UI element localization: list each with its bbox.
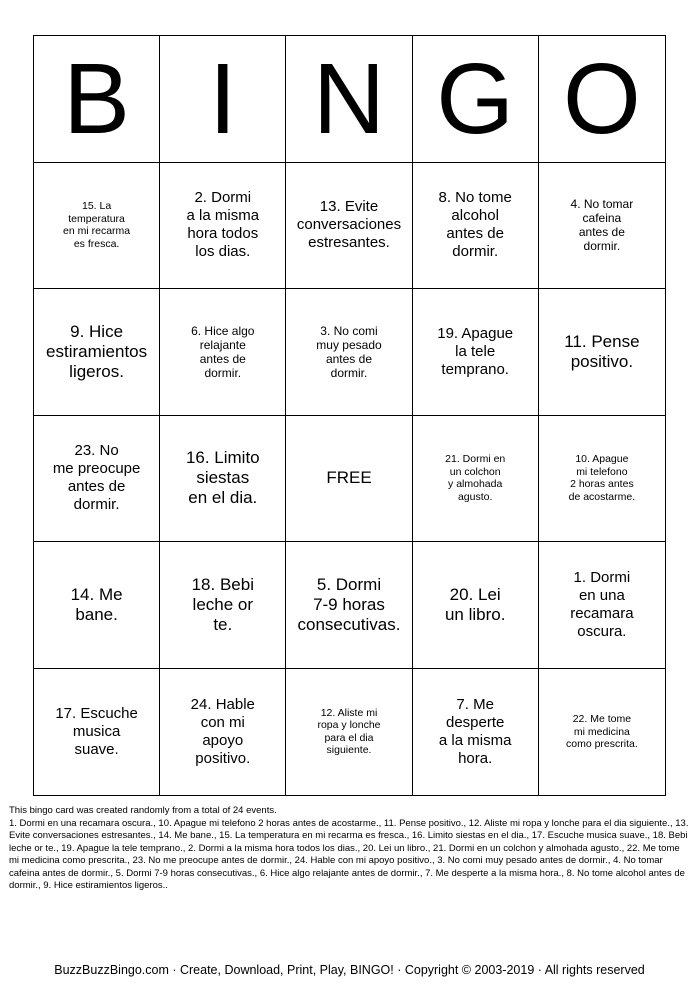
bingo-cell [34, 163, 160, 290]
bingo-cell-text: 3. No comi muy pesado antes de dormir. [316, 323, 382, 380]
bingo-cell-text: 13. Evite conversaciones estresantes. [296, 198, 402, 252]
bingo-cell [286, 669, 412, 796]
bingo-cell [34, 289, 160, 416]
bingo-cell [539, 669, 665, 796]
bingo-cell-text: 10. Apague mi telefono 2 horas antes de acostarme. [568, 453, 636, 503]
bingo-cell [413, 416, 539, 543]
bingo-cell [34, 669, 160, 796]
bingo-cell [160, 669, 286, 796]
bingo-cell-text: 11. Pense positivo. [564, 331, 640, 371]
bingo-cell [286, 542, 412, 669]
notes-event-list: 1. Dormi en una recamara oscura., 10. Apague mi telefono 2 horas antes de acostarme., 11. Pense positivo., 12. Aliste mi ropa y lonche para el dia siguiente., 13. Evite conversaciones estresantes., 14. Me bane., 15. La temperatura en mi recarma es fresca., 16. Limito siestas en el dia., 17. Escuche musica suave., 18. Bebi leche or te., 19. Apague la tele temprano., 2. Dormi a la misma hora todos los dias., 20. Lei un libro., 21. Dormi en un colchon y almohada agusto., 22. Me tome mi medicina como prescrita., 23. No me preocupe antes de dormir., 24. Hable con mi apoyo positivo., 3. No comi muy pesado antes de dormir., 4. No tomar cafeina antes de dormir., 5. Dormi 7-9 horas consecutivas., 6. Hice algo relajante antes de dormir., 7. Me desperte a la misma hora., 8. No tome alcohol antes de dormir., 9. Hice estiramientos ligeros.. [9, 817, 689, 891]
header-letter-b: B [34, 36, 160, 163]
bingo-cell-text: 19. Apague la tele temprano. [437, 324, 514, 378]
bingo-cell-text: 9. Hice estiramientos ligeros. [46, 321, 148, 381]
bingo-cell [160, 163, 286, 290]
bingo-cell [413, 289, 539, 416]
header-letter-g: G [413, 36, 539, 163]
bingo-card [33, 35, 666, 796]
bingo-cell-text: 18. Bebi leche or te. [191, 574, 254, 634]
bingo-cell-text: 17. Escuche musica suave. [55, 704, 138, 758]
bingo-cell-text: 20. Lei un libro. [444, 584, 506, 624]
bingo-cell [539, 542, 665, 669]
bingo-cell [539, 289, 665, 416]
bingo-cell [160, 289, 286, 416]
bingo-cell [539, 416, 665, 543]
free-space-cell [286, 416, 412, 543]
bingo-cell [286, 289, 412, 416]
bingo-cell-text: 22. Me tome mi medicina como prescrita. [566, 713, 638, 750]
bingo-cell-text: 12. Aliste mi ropa y lonche para el dia siguiente. [317, 706, 381, 757]
bingo-cell-text: 4. No tomar cafeina antes de dormir. [570, 197, 634, 254]
bingo-cell [286, 163, 412, 290]
bingo-cell-text: 6. Hice algo relajante antes de dormir. [191, 323, 255, 380]
bingo-cell [413, 669, 539, 796]
header-letter-i: I [160, 36, 286, 163]
bingo-cell-text: 21. Dormi en un colchon y almohada agusto. [445, 453, 506, 503]
header-letter-n: N [286, 36, 412, 163]
header-letter-o: O [539, 36, 665, 163]
bingo-cell-text: 24. Hable con mi apoyo positivo. [190, 695, 255, 767]
notes-intro: This bingo card was created randomly from a total of 24 events. [9, 805, 277, 816]
footer: BuzzBuzzBingo.com · Create, Download, Print, Play, BINGO! · Copyright © 2003-2019 · All rights reserved [54, 963, 645, 977]
bingo-cell-text: FREE [326, 468, 372, 488]
bingo-cell-text: 16. Limito siestas en el dia. [185, 448, 260, 508]
bingo-cell-text: 14. Me bane. [70, 584, 123, 624]
bingo-cell-text: 5. Dormi 7-9 horas consecutivas. [297, 574, 401, 634]
bingo-cell-text: 7. Me desperte a la misma hora. [438, 695, 512, 767]
bingo-cell [160, 542, 286, 669]
bingo-cell-text: 8. No tome alcohol antes de dormir. [438, 189, 512, 261]
card-notes [9, 805, 691, 893]
bingo-cell [413, 163, 539, 290]
bingo-cell [34, 416, 160, 543]
bingo-cell [160, 416, 286, 543]
bingo-cell-text: 1. Dormi en una recamara oscura. [570, 568, 634, 640]
bingo-cell [413, 542, 539, 669]
bingo-cell-text: 2. Dormi a la misma hora todos los dias. [186, 189, 260, 261]
bingo-cell [539, 163, 665, 290]
bingo-cell [34, 542, 160, 669]
bingo-cell-text: 23. No me preocupe antes de dormir. [52, 442, 141, 514]
bingo-cell-text: 15. La temperatura en mi recarma es fresca. [63, 200, 131, 250]
